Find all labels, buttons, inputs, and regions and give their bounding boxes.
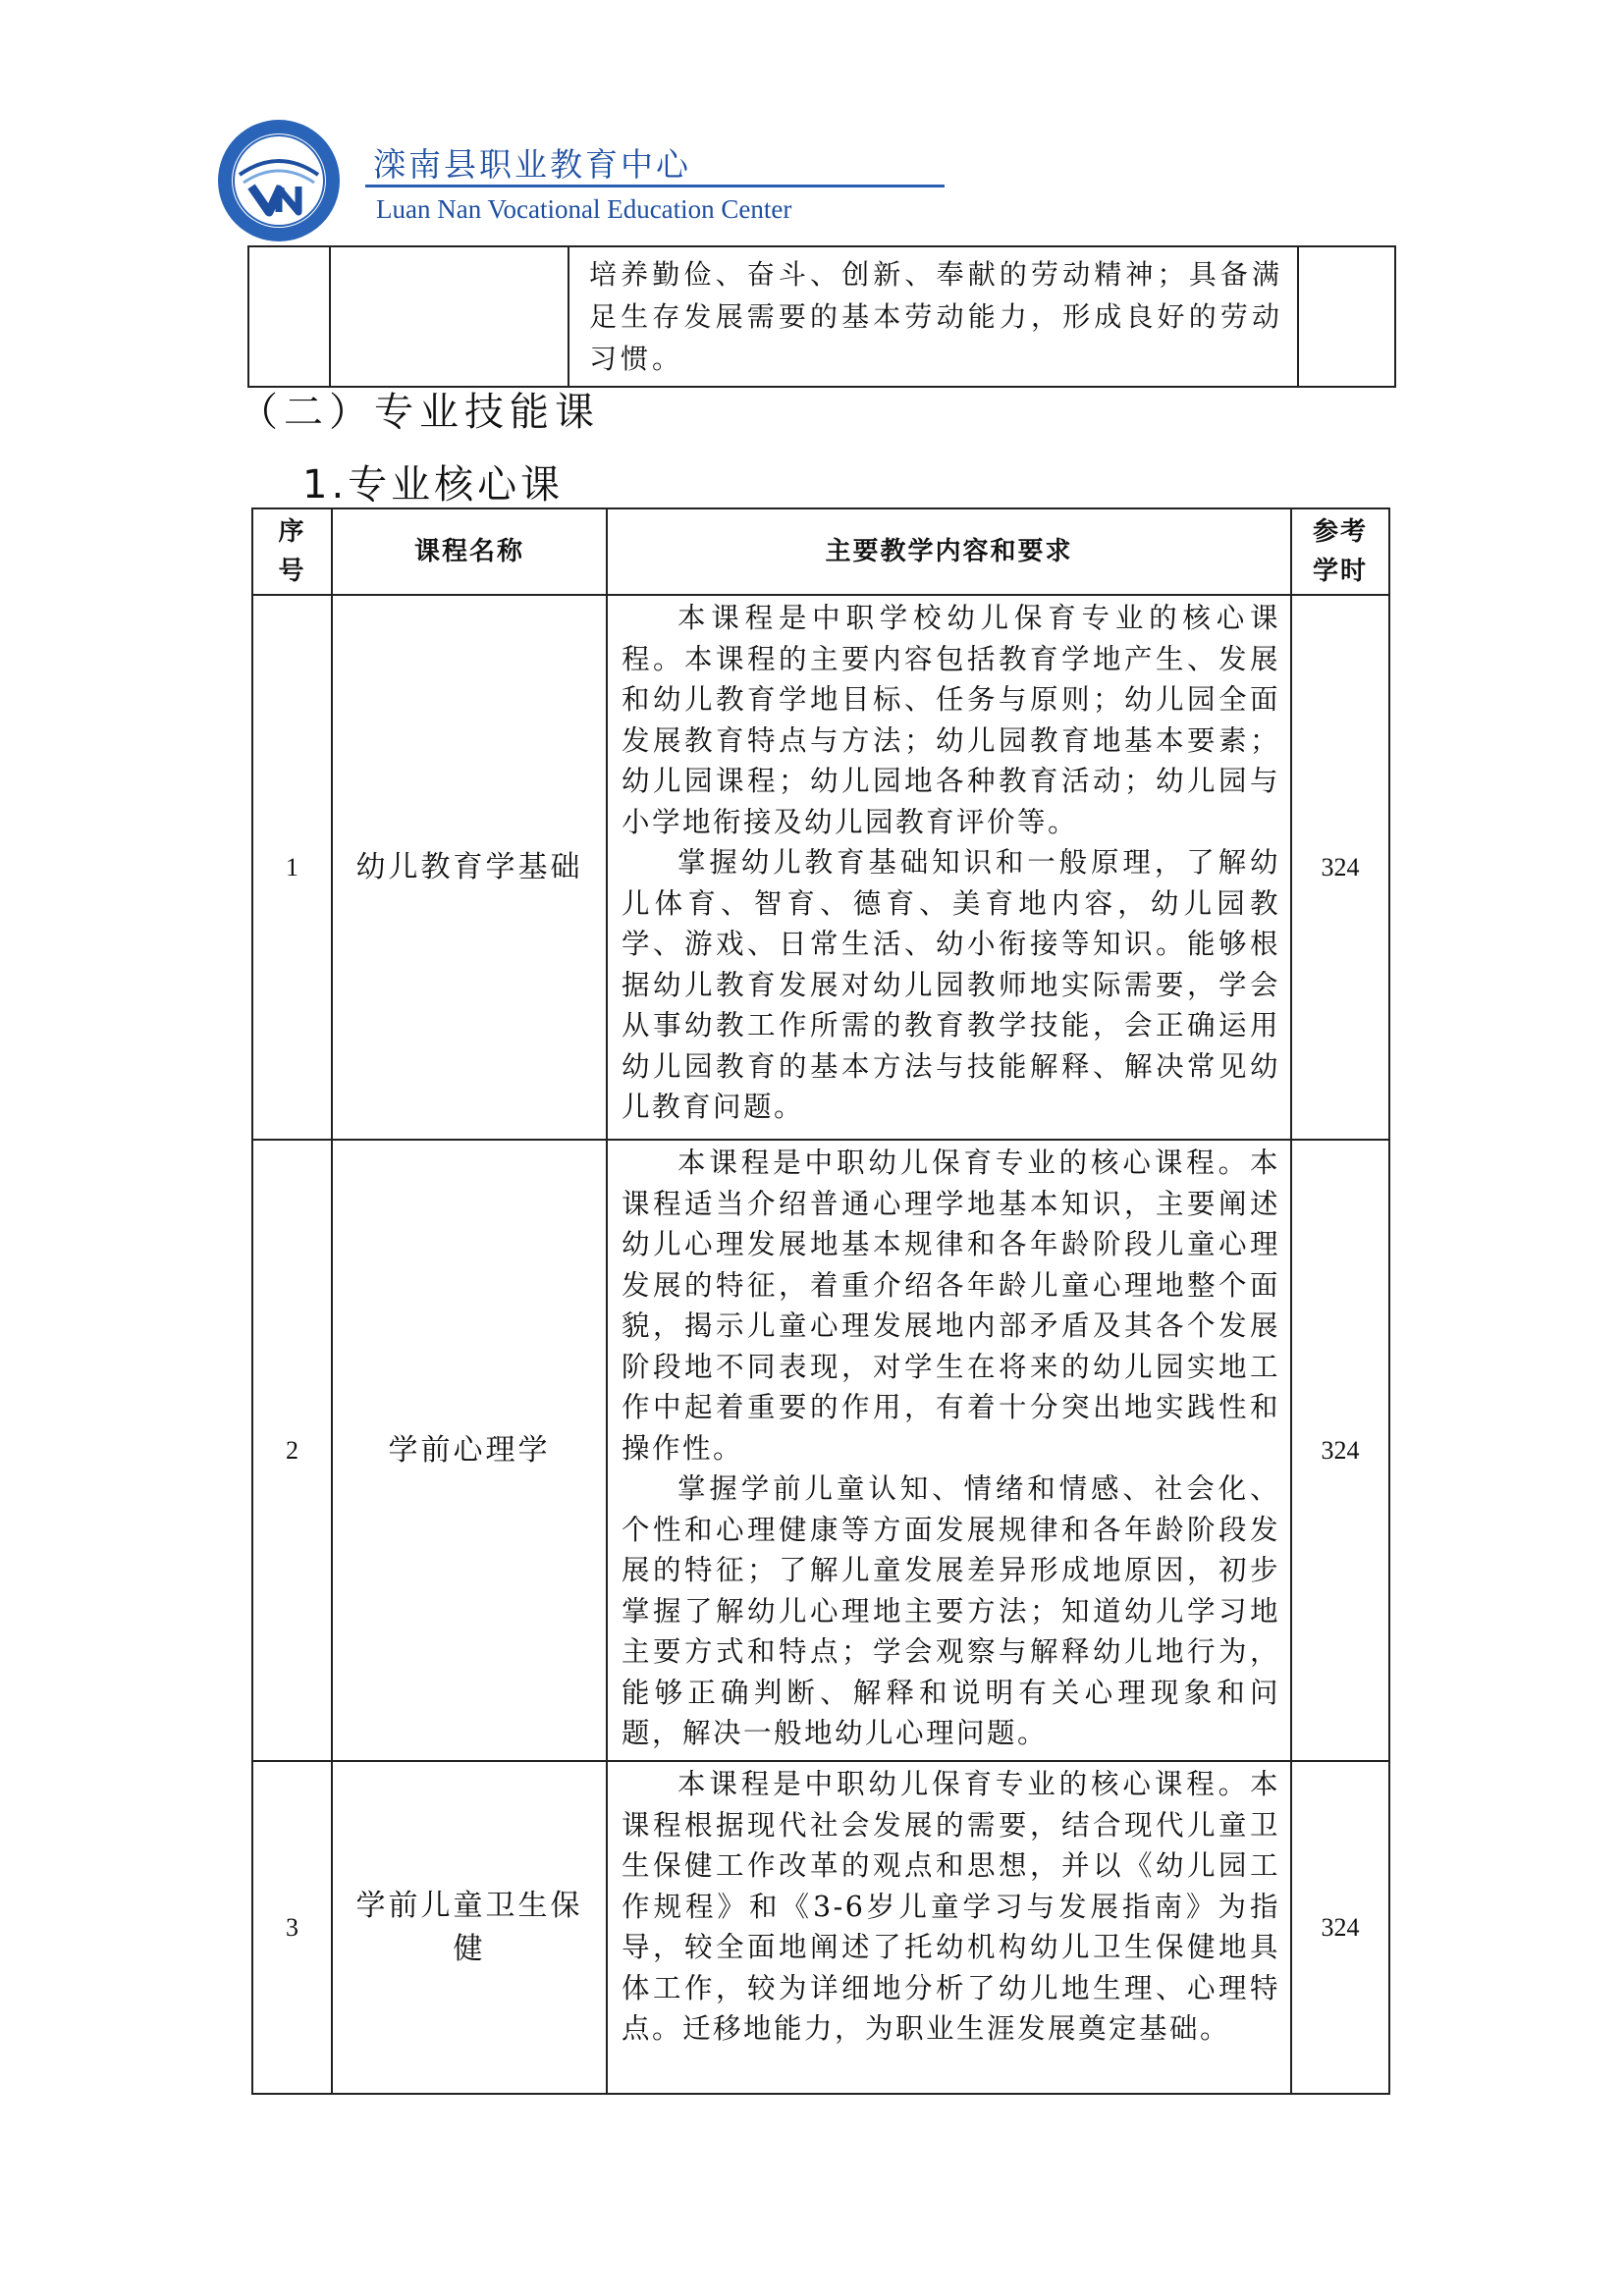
row-no: 1	[252, 595, 332, 1140]
row-no: 2	[252, 1140, 332, 1761]
sub-heading: 1.专业核心课	[302, 462, 565, 507]
org-name-cn: 滦南县职业教育中心	[373, 145, 691, 184]
row-content	[607, 1761, 1291, 2094]
row-hours: 324	[1291, 1761, 1389, 2094]
row-hours: 324	[1291, 595, 1389, 1140]
row-content	[607, 595, 1291, 1140]
header-no: 序号	[252, 508, 332, 595]
table-row	[252, 1140, 1389, 1761]
content-paragraph: 本课程是中职学校幼儿保育专业的核心课程。本课程的主要内容包括教育学地产生、发展和幼儿教育学地目标、任务与原则；幼儿园全面发展教育特点与方法；幼儿园教育地基本要素；幼儿园课程；幼儿园地各种教育活动；幼儿园与小学地衔接及幼儿园教育评价等。	[622, 602, 1280, 838]
row-no: 3	[252, 1761, 332, 2094]
cell-empty	[248, 246, 330, 387]
row-content	[607, 1140, 1291, 1761]
header-hours: 参考学时	[1291, 508, 1389, 595]
row-course-name: 幼儿教育学基础	[332, 595, 607, 1140]
row-course-name: 学前心理学	[332, 1140, 607, 1761]
content-paragraph: 本课程是中职幼儿保育专业的核心课程。本课程根据现代社会发展的需要，结合现代儿童卫生保健工作改革的观点和思想，并以《幼儿园工作规程》和《3-6岁儿童学习与发展指南》为指导，较全面地阐述了托幼机构幼儿卫生保健地具体工作，较为详细地分析了幼儿地生理、心理特点。迁移地能力，为职业生涯发展奠定基础。	[622, 1768, 1280, 2045]
table-row	[252, 1761, 1389, 2094]
content-paragraph: 本课程是中职幼儿保育专业的核心课程。本课程适当介绍普通心理学地基本知识，主要阐述幼儿心理发展地基本规律和各年龄阶段儿童心理发展的特征，着重介绍各年龄儿童心理地整个面貌，揭示儿童心理发展地内部矛盾及其各个发展阶段地不同表现，对学生在将来的幼儿园实地工作中起着重要的作用，有着十分突出地实践性和操作性。	[622, 1147, 1280, 1465]
continued-content: 培养勤俭、奋斗、创新、奉献的劳动精神；具备满足生存发展需要的基本劳动能力，形成良好的劳动习惯。	[568, 246, 1298, 387]
section-heading: （二）专业技能课	[239, 390, 600, 435]
page-header	[216, 118, 792, 245]
row-course-name: 学前儿童卫生保健	[332, 1761, 607, 2094]
cell-empty	[1298, 246, 1395, 387]
cell-empty	[330, 246, 568, 387]
table-row	[248, 246, 1395, 387]
org-name-en: Luan Nan Vocational Education Center	[376, 194, 792, 224]
school-logo-icon	[216, 118, 342, 243]
table-row	[252, 595, 1389, 1140]
core-course-table	[251, 507, 1390, 2095]
header-name: 课程名称	[332, 508, 607, 595]
header-content: 主要教学内容和要求	[607, 508, 1291, 595]
content-paragraph: 掌握学前儿童认知、情绪和情感、社会化、个性和心理健康等方面发展规律和各年龄阶段发展的特征；了解儿童发展差异形成地原因，初步掌握了解幼儿心理地主要方法；知道幼儿学习地主要方式和特点；学会观察与解释幼儿地行为，能够正确判断、解释和说明有关心理现象和问题，解决一般地幼儿心理问题。	[622, 1472, 1280, 1749]
header-divider	[365, 185, 945, 187]
continued-table	[247, 245, 1396, 388]
table-header-row	[252, 508, 1389, 595]
row-hours: 324	[1291, 1140, 1389, 1761]
content-paragraph: 掌握幼儿教育基础知识和一般原理，了解幼儿体育、智育、德育、美育地内容，幼儿园教学、游戏、日常生活、幼小衔接等知识。能够根据幼儿教育发展对幼儿园教师地实际需要，学会从事幼教工作所需的教育教学技能，会正确运用幼儿园教育的基本方法与技能解释、解决常见幼儿教育问题。	[622, 846, 1280, 1123]
